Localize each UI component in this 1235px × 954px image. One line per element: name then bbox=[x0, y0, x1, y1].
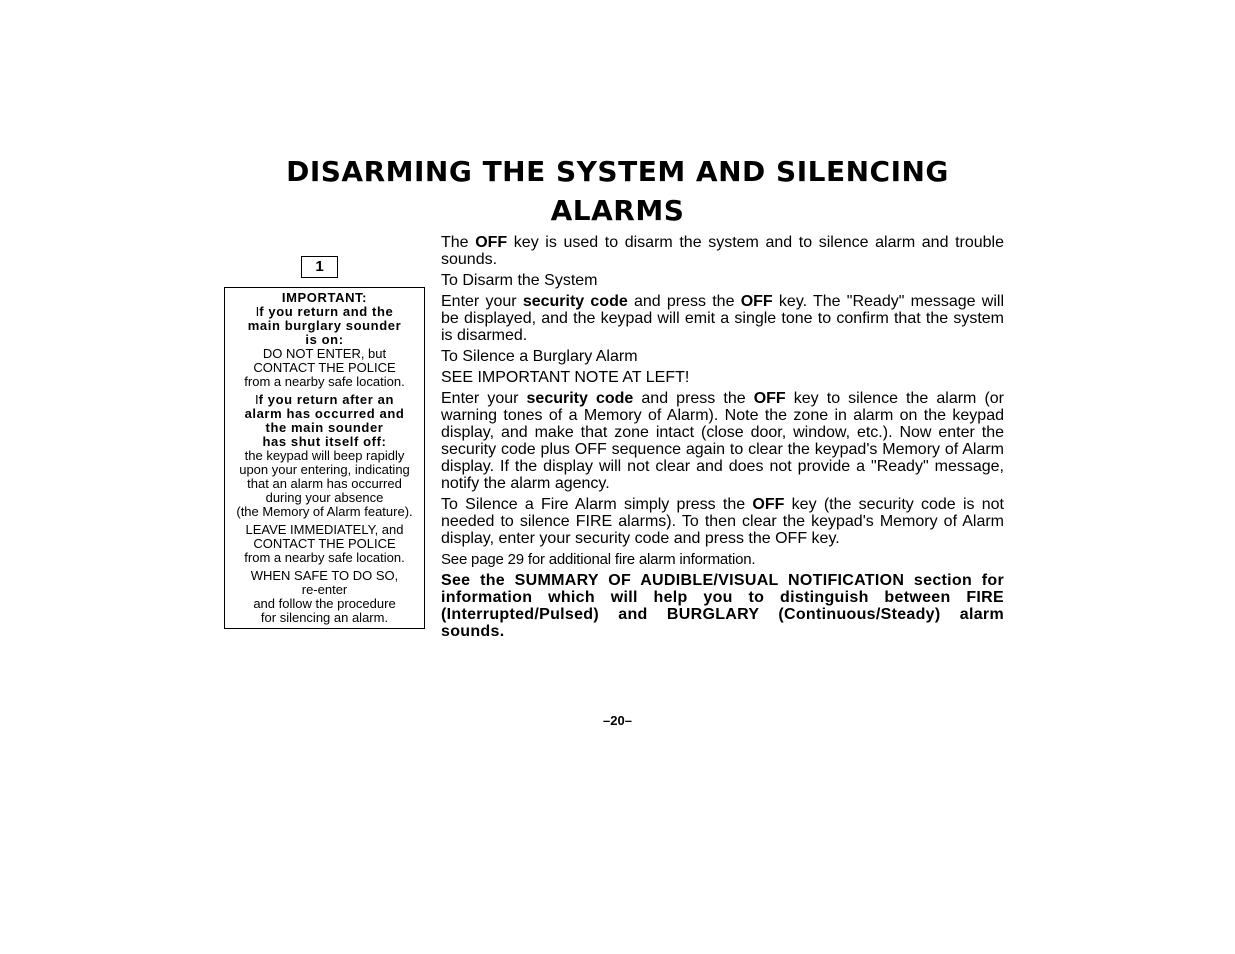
off-key-label: OFF bbox=[753, 390, 786, 407]
notice-line: alarm has occurred and bbox=[244, 406, 405, 421]
notice-line: WHEN SAFE TO DO SO, bbox=[250, 568, 399, 583]
important-notice-box bbox=[224, 287, 425, 629]
title-line-1: DISARMING THE SYSTEM AND SILENCING bbox=[286, 155, 949, 188]
fire-paragraph bbox=[441, 496, 1004, 547]
text-run: Enter your bbox=[441, 293, 523, 310]
notice-line bbox=[225, 305, 424, 319]
off-key-label: OFF bbox=[475, 234, 508, 251]
text-run: and press the bbox=[627, 293, 741, 310]
title-line-2: ALARMS bbox=[550, 194, 685, 227]
page-number: –20– bbox=[603, 713, 632, 728]
intro-paragraph bbox=[441, 234, 1004, 268]
important-heading: IMPORTANT: bbox=[281, 290, 368, 305]
notice-line: (the Memory of Alarm feature). bbox=[236, 504, 413, 519]
notice-block-reenter bbox=[225, 569, 424, 625]
notice-line: for silencing an alarm. bbox=[260, 610, 389, 625]
notice-text: f you return and the bbox=[259, 304, 394, 319]
notice-block-after-alarm bbox=[225, 393, 424, 519]
text-run: key (the security code is not needed to silence FIRE alarms). To then clear the keypad's Memory of Alarm display, enter your security code and press the OFF key. bbox=[441, 496, 1004, 547]
security-code-label: security code bbox=[526, 390, 634, 407]
notice-line: upon your entering, indicating bbox=[239, 462, 410, 477]
notice-line: DO NOT ENTER, but bbox=[262, 346, 387, 361]
burglary-paragraph bbox=[441, 390, 1004, 492]
notice-line: that an alarm has occurred bbox=[247, 476, 402, 491]
subheading-disarm: To Disarm the System bbox=[441, 272, 598, 289]
notice-line: main burglary sounder bbox=[247, 318, 402, 333]
page-title bbox=[250, 152, 985, 230]
off-key-label: OFF bbox=[740, 293, 773, 310]
notice-line bbox=[225, 393, 424, 407]
text-run: Enter your bbox=[441, 390, 527, 407]
notice-line: the main sounder bbox=[265, 420, 384, 435]
text-run: To Silence a Fire Alarm simply press the bbox=[441, 496, 753, 513]
disarm-paragraph bbox=[441, 293, 1004, 344]
notice-line: CONTACT THE POLICE bbox=[253, 536, 396, 551]
text-run: key to silence the alarm (or warning tones of a Memory of Alarm). Note the zone in alarm on the keypad display, and make that zone intact (close door, window, etc.). Now enter the security code plus OFF sequence again to clear the keypad's Memory of Alarm display. If the display will not clear and does not provide a "Ready" message, notify the alarm agency. bbox=[441, 390, 1005, 492]
notice-block-sounder-on bbox=[225, 291, 424, 389]
text-run: key is used to disarm the system and to silence alarm and trouble sounds. bbox=[441, 234, 1005, 268]
notice-line: during your absence bbox=[265, 490, 384, 505]
notice-line: is on: bbox=[305, 332, 344, 347]
notice-text: f you return after an bbox=[258, 392, 395, 407]
notice-line: LEAVE IMMEDIATELY, and bbox=[245, 522, 404, 537]
security-code-label: security code bbox=[522, 293, 628, 310]
notice-line: and follow the procedure bbox=[253, 596, 396, 611]
notice-line: CONTACT THE POLICE bbox=[253, 360, 396, 375]
notice-line: the keypad will beep rapidly bbox=[244, 448, 405, 463]
notice-text: I bbox=[254, 392, 259, 407]
notice-line: from a nearby safe location. bbox=[244, 374, 405, 389]
notice-text: I bbox=[255, 304, 260, 319]
fire-info-reference: See page 29 for additional fire alarm information. bbox=[441, 551, 756, 568]
notice-line: from a nearby safe location. bbox=[244, 550, 405, 565]
main-text-column bbox=[441, 234, 1004, 644]
notice-line: re-enter bbox=[301, 582, 348, 597]
text-run: and press the bbox=[633, 390, 754, 407]
notice-block-leave bbox=[225, 523, 424, 565]
text-run: key. The "Ready" message will be displayed, and the keypad will emit a single tone to confirm that the system is disarmed. bbox=[441, 293, 1004, 344]
notice-line: has shut itself off: bbox=[262, 434, 387, 449]
off-key-label: OFF bbox=[752, 496, 785, 513]
see-important-note: SEE IMPORTANT NOTE AT LEFT! bbox=[441, 369, 690, 386]
text-run: The bbox=[441, 234, 476, 251]
summary-reference-paragraph: See the SUMMARY OF AUDIBLE/VISUAL NOTIFICATION section for information which will help you to distinguish between FIRE (Interrupted/Pulsed) and BURGLARY (Continuous/Steady) alarm sounds. bbox=[441, 572, 1004, 640]
subheading-burglary: To Silence a Burglary Alarm bbox=[441, 348, 638, 365]
step-number-badge: 1 bbox=[301, 256, 338, 278]
